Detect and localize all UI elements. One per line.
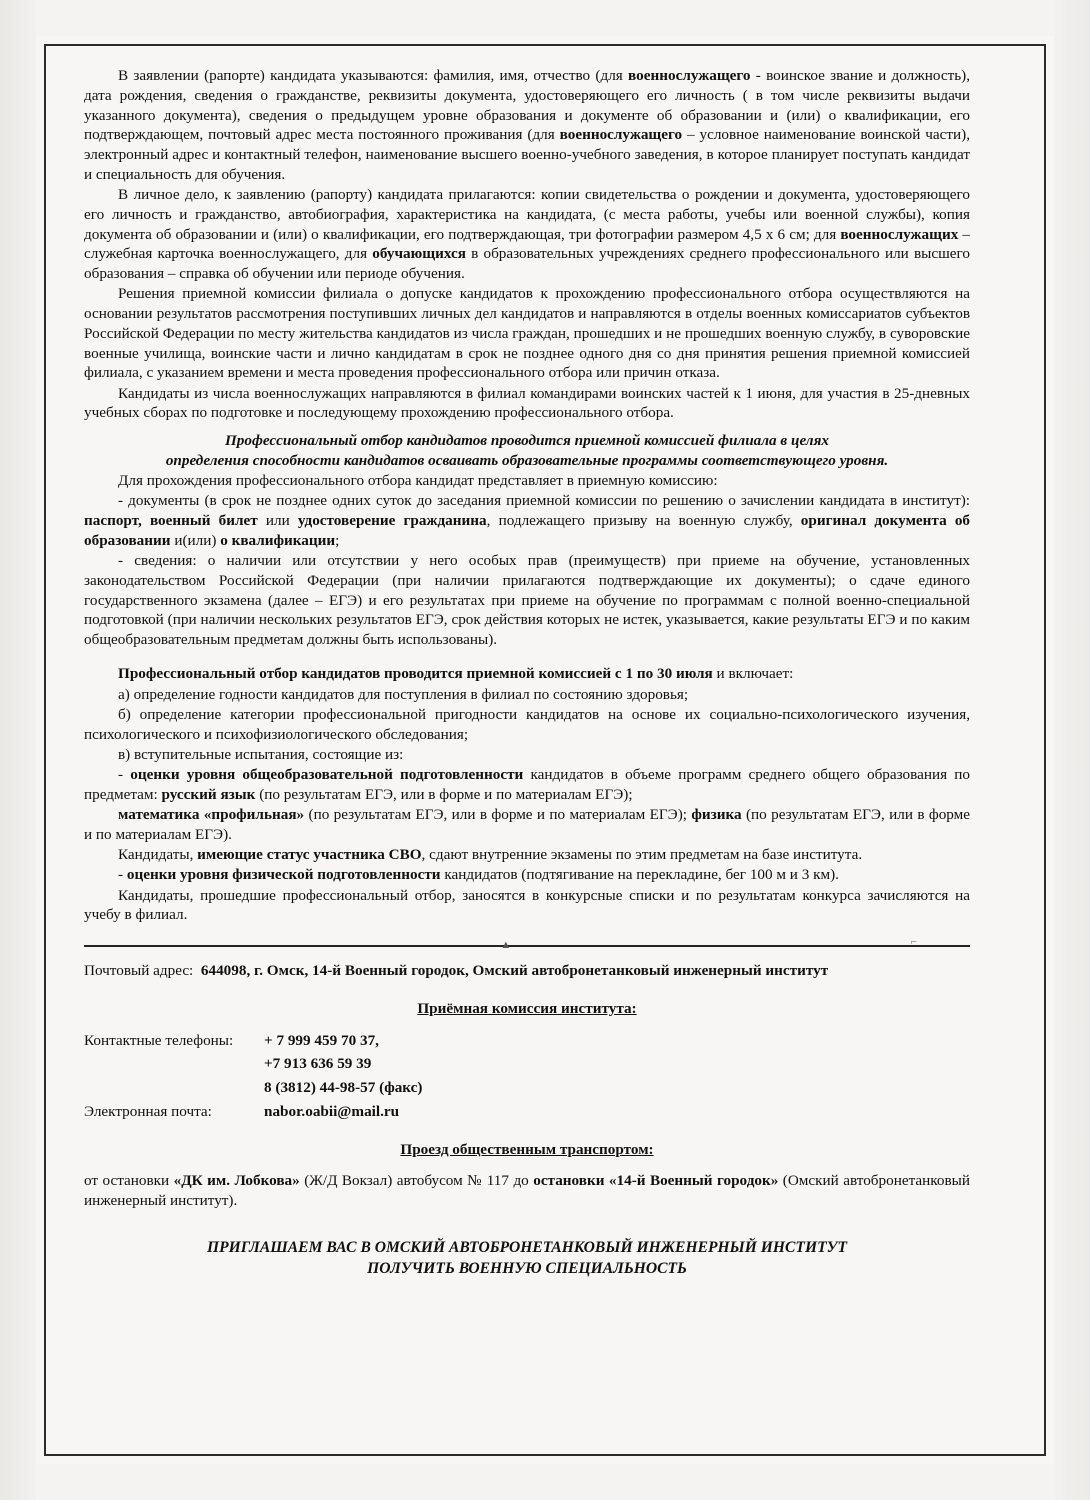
email-label: Электронная почта:	[84, 1102, 212, 1120]
body-text: ;	[335, 531, 340, 549]
body-text: и(или)	[170, 531, 221, 549]
body-text: -	[118, 766, 131, 783]
p-item-v	[84, 745, 970, 765]
emphasis-text: оценки уровня общеобразовательной подготовленности	[130, 766, 524, 783]
body-text: Кандидаты, прошедшие профессиональный отбор, заносятся в конкурсные списки и по результатам конкурса зачисляются на учебу в филиал.	[84, 886, 970, 924]
body-text: или	[257, 512, 298, 529]
p-math-physics	[84, 805, 970, 845]
slogan-line-1: ПРИГЛАШАЕМ ВАС В ОМСКИЙ АВТОБРОНЕТАНКОВЫЙ ИНЖЕНЕРНЫЙ ИНСТИТУТ	[207, 1238, 847, 1256]
emphasis-text: военнослужащего	[559, 126, 683, 144]
p-svo	[84, 845, 970, 865]
spacer	[84, 424, 970, 431]
body-text: и включает:	[712, 665, 794, 683]
emphasis-text: «ДК им. Лобкова»	[173, 1172, 300, 1190]
body-text: от остановки	[84, 1172, 174, 1190]
body-text: - документы (в срок не позднее одних суток до заседания приемной комиссии по решению о зачислении кандидата в институт):	[118, 492, 970, 510]
section-application-requirements	[84, 66, 970, 423]
p-physical	[84, 865, 970, 885]
body-text: а) определение годности кандидатов для поступления в филиал по состоянию здоровья;	[118, 685, 689, 703]
fax-label-spacer	[84, 1078, 264, 1098]
divider-mark-right: ⌐	[910, 936, 917, 948]
phone-1: + 7 999 459 70 37,	[264, 1031, 379, 1049]
emphasis-text: остановки «14-й Военный городок»	[533, 1172, 779, 1190]
p-edu-level	[84, 765, 970, 805]
phone-3-fax: 8 (3812) 44-98-57 (факс)	[264, 1079, 423, 1096]
body-text: Кандидаты из числа военнослужащих направляются в филиал командирами воинских частей к 1 июня, для участия в 25-дневных учебных сборах по подготовке и последующему прохождению профессионального отбора.	[84, 384, 970, 422]
emphasis-text: Профессиональный отбор кандидатов проводится приемной комиссией с 1 по 30 июля	[118, 665, 713, 683]
p-selection-period	[84, 664, 970, 684]
body-text: (по результатам ЕГЭ, или в форме и по материалам ЕГЭ).	[84, 806, 971, 843]
emphasis-text: обучающихся	[372, 245, 466, 263]
p-documents	[84, 491, 970, 550]
body-text: В заявлении (рапорте) кандидата указываются: фамилия, имя, отчество (для	[118, 67, 629, 84]
phone-2: +7 913 636 59 39	[264, 1055, 372, 1073]
italic-heading-line-2: определения способности кандидатов осваивать образовательные программы соответствующего уровня.	[165, 451, 889, 469]
body-text: - воинское звание и должность), дата рождения, сведения о гражданстве, реквизиты документа, удостоверяющего его личность ( в том числе реквизиты выдачи указанного документа), сведения о предыдущем уровне образования и документе об образовании и (или) о квалификации, его подтверждающем, почтовый адрес места постоянного проживания (для	[84, 67, 970, 144]
emphasis-text: русский язык	[161, 785, 256, 803]
section-selection-documents	[84, 471, 970, 650]
body-text: (по результатам ЕГЭ, или в форме и по материалам ЕГЭ);	[255, 785, 633, 803]
body-text: (Омский автобронетанковый инженерный институт).	[84, 1172, 970, 1209]
admissions-commission-heading: Приёмная комиссия института:	[417, 999, 637, 1017]
invitation-slogan	[84, 1237, 970, 1279]
body-text: (по результатам ЕГЭ, или в форме и по материалам ЕГЭ);	[304, 806, 692, 823]
postal-address-value: 644098, г. Омск, 14-й Военный городок, Омский автобронетанковый инженерный институт	[200, 962, 829, 979]
body-text: в образовательных учреждениях среднего профессионального или высшего образования – справка об обучении или периоде обучения.	[84, 245, 970, 282]
page-right-shadow	[1054, 0, 1090, 1500]
p-personal-file	[84, 185, 970, 284]
p-item-a	[84, 685, 970, 705]
emphasis-text: оригинал документа об образовании	[84, 512, 971, 549]
slogan-line-2: ПОЛУЧИТЬ ВОЕННУЮ СПЕЦИАЛЬНОСТЬ	[367, 1259, 687, 1277]
divider-mark-left: ▲	[500, 939, 512, 951]
p-application	[84, 66, 970, 185]
body-text: Кандидаты,	[118, 846, 198, 863]
spacer	[84, 650, 970, 664]
body-text: кандидатов в объеме программ среднего общего образования по предметам:	[84, 766, 970, 803]
emphasis-text: о квалификации	[220, 531, 336, 549]
page-left-shadow	[0, 0, 36, 1500]
body-text: б) определение категории профессиональной пригодности кандидатов на основе их социально-психологического изучения, психологического и психофизиологического обследования;	[84, 705, 970, 743]
body-text: – служебная карточка военнослужащего, для	[84, 225, 971, 263]
phones-label: Контактные телефоны:	[84, 1031, 234, 1049]
emphasis-text: военнослужащих	[840, 225, 959, 243]
body-text: , подлежащего призыву на военную службу,	[486, 512, 801, 529]
emphasis-text: физика	[691, 806, 742, 823]
p-for-selection	[84, 471, 970, 491]
body-text: В личное дело, к заявлению (рапорту) кандидата прилагаются: копии свидетельства о рождении и документа, удостоверяющего его личность и гражданство, автобиография, характеристика на кандидата, (с места работы, учебы или военной службы), копия документа об образовании и (или) о квалификации, его подтверждающая, три фотографии размером 4,5 х 6 см; для	[84, 186, 970, 243]
body-text: -	[118, 866, 127, 884]
postal-address-label: Почтовый адрес:	[84, 962, 194, 979]
phones-label-spacer	[84, 1054, 264, 1074]
email-value: nabor.oabii@mail.ru	[264, 1102, 400, 1120]
postal-address-line	[84, 961, 970, 981]
body-text: - сведения: о наличии или отсутствии у него особых прав (преимуществ) при приеме на обучение, установленных законодательством Российской Федерации (при наличии прилагаются подтверждающие их документы); о сдаче единого государственного экзамена (далее – ЕГЭ) и его результатах при приеме на обучение по программам с полной военно-специальной подготовкой (при наличии нескольких результатов ЕГЭ, срок действия которых не истек, указывается, какие результаты ЕГЭ и по каким общеобразовательным предметам должны быть использованы).	[84, 552, 970, 648]
public-transport-heading: Проезд общественным транспортом:	[400, 1140, 654, 1158]
public-transport-text	[84, 1171, 970, 1211]
body-text: кандидатов (подтягивание на перекладине, бег 100 м и 3 км).	[440, 866, 839, 884]
p-commission-decisions	[84, 284, 970, 383]
p-info	[84, 551, 970, 650]
footer-divider	[84, 936, 970, 951]
body-text: (Ж/Д Вокзал) автобусом № 117 до	[299, 1172, 534, 1190]
emphasis-text: паспорт, военный билет	[84, 512, 258, 529]
body-text: в) вступительные испытания, состоящие из:	[118, 745, 404, 763]
body-text: , сдают внутренние экзамены по этим предметам на базе института.	[421, 846, 863, 863]
document-body	[84, 66, 970, 1279]
paper-sheet	[36, 36, 1054, 1464]
emphasis-text: оценки уровня физической подготовленности	[126, 866, 441, 884]
body-text: Для прохождения профессионального отбора кандидат представляет в приемную комиссию:	[118, 472, 718, 489]
p-item-b	[84, 705, 970, 745]
body-text: Решения приемной комиссии филиала о допуске кандидатов к прохождению профессионального отбора осуществляются на основании результатов рассмотрения поступивших личных дел кандидатов и направляются в отделы военных комиссариатов субъектов Российской Федерации по месту жительства кандидатов из числа граждан, прошедших и не прошедших военную службу, в суворовские военные училища, воинские части и лично кандидатам в срок не позднее одного дня со дня принятия решения приемной комиссией филиала, с указанием времени и места проведения профессионального отбора или причин отказа.	[84, 285, 970, 382]
section-selection-stages	[84, 664, 970, 925]
p-servicemen-candidates	[84, 384, 970, 424]
emphasis-text: имеющие статус участника СВО	[197, 846, 422, 863]
emphasis-text: математика «профильная»	[118, 806, 305, 823]
contacts-block	[84, 1031, 970, 1122]
italic-heading-line-1: Профессиональный отбор кандидатов проводится приемной комиссией филиала в целях	[224, 431, 830, 449]
p-final	[84, 886, 970, 926]
emphasis-text: удостоверение гражданина	[297, 512, 487, 529]
body-text: – условное наименование воинской части), электронный адрес и контактный телефон, наименование высшего военно-учебного заведения, в которое планирует поступать кандидат и специальность для обучения.	[84, 126, 970, 183]
emphasis-text: военнослужащего	[628, 67, 751, 84]
